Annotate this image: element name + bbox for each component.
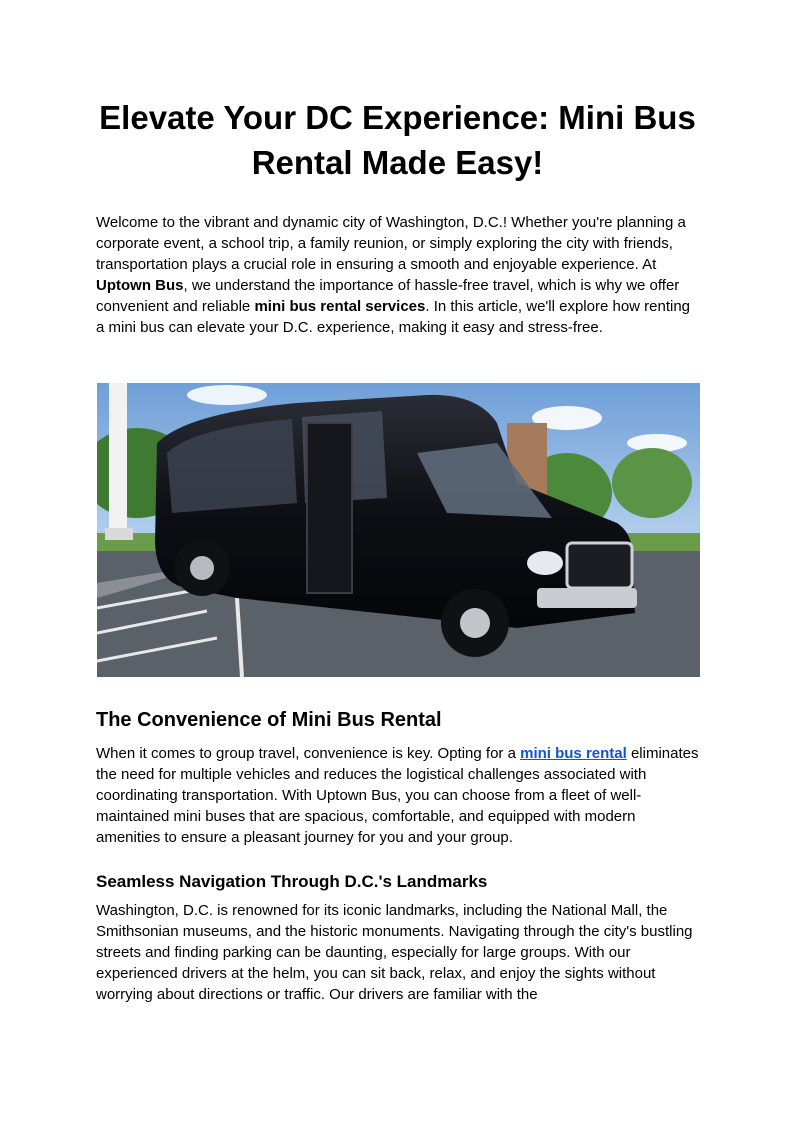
service-highlight: mini bus rental services bbox=[254, 298, 426, 315]
navigation-paragraph: Washington, D.C. is renowned for its iconic landmarks, including the National Mall, the Smithsonian museums, and the historic monuments. Navigating through the city's bustling streets and finding parking can be daunting, especially for large groups. With our experienced drivers at the helm, you can sit back, relax, and enjoy the sights without worrying about directions or traffic. Our drivers are familiar with the bbox=[96, 902, 693, 1003]
intro-text-1: Welcome to the vibrant and dynamic city of Washington, D.C.! Whether you're planning a corporate event, a school trip, a family reunion, or simply exploring the city with friends, transportation plays a crucial role in ensuring a smooth and enjoyable experience. At bbox=[96, 214, 686, 273]
intro-text-3: . In this article, we'll explore how renting a mini bus can elevate your D.C. experience, making it easy and stress-free. bbox=[96, 298, 691, 336]
intro-text-2: , we understand the importance of hassle-free travel, which is why we offer convenient and reliable bbox=[96, 277, 680, 315]
brand-name: Uptown Bus bbox=[96, 277, 184, 294]
intro-paragraph bbox=[96, 212, 699, 338]
mini-bus-rental-link[interactable]: mini bus rental bbox=[520, 745, 627, 762]
mini-bus-photo bbox=[97, 383, 700, 677]
section-heading-navigation: Seamless Navigation Through D.C.'s Landmarks bbox=[96, 872, 488, 891]
convenience-text-2: eliminates the need for multiple vehicles and reduces the logistical challenges associated with coordinating transportation. With Uptown Bus, you can choose from a fleet of well-maintained mini buses that are spacious, comfortable, and equipped with modern amenities to ensure a pleasant journey for you and your group. bbox=[96, 745, 699, 846]
convenience-paragraph bbox=[96, 743, 699, 848]
page-title: Elevate Your DC Experience: Mini Bus Rental Made Easy! bbox=[99, 99, 696, 181]
convenience-text-1: When it comes to group travel, convenience is key. Opting for a bbox=[96, 745, 521, 762]
section-heading-convenience: The Convenience of Mini Bus Rental bbox=[96, 709, 442, 731]
